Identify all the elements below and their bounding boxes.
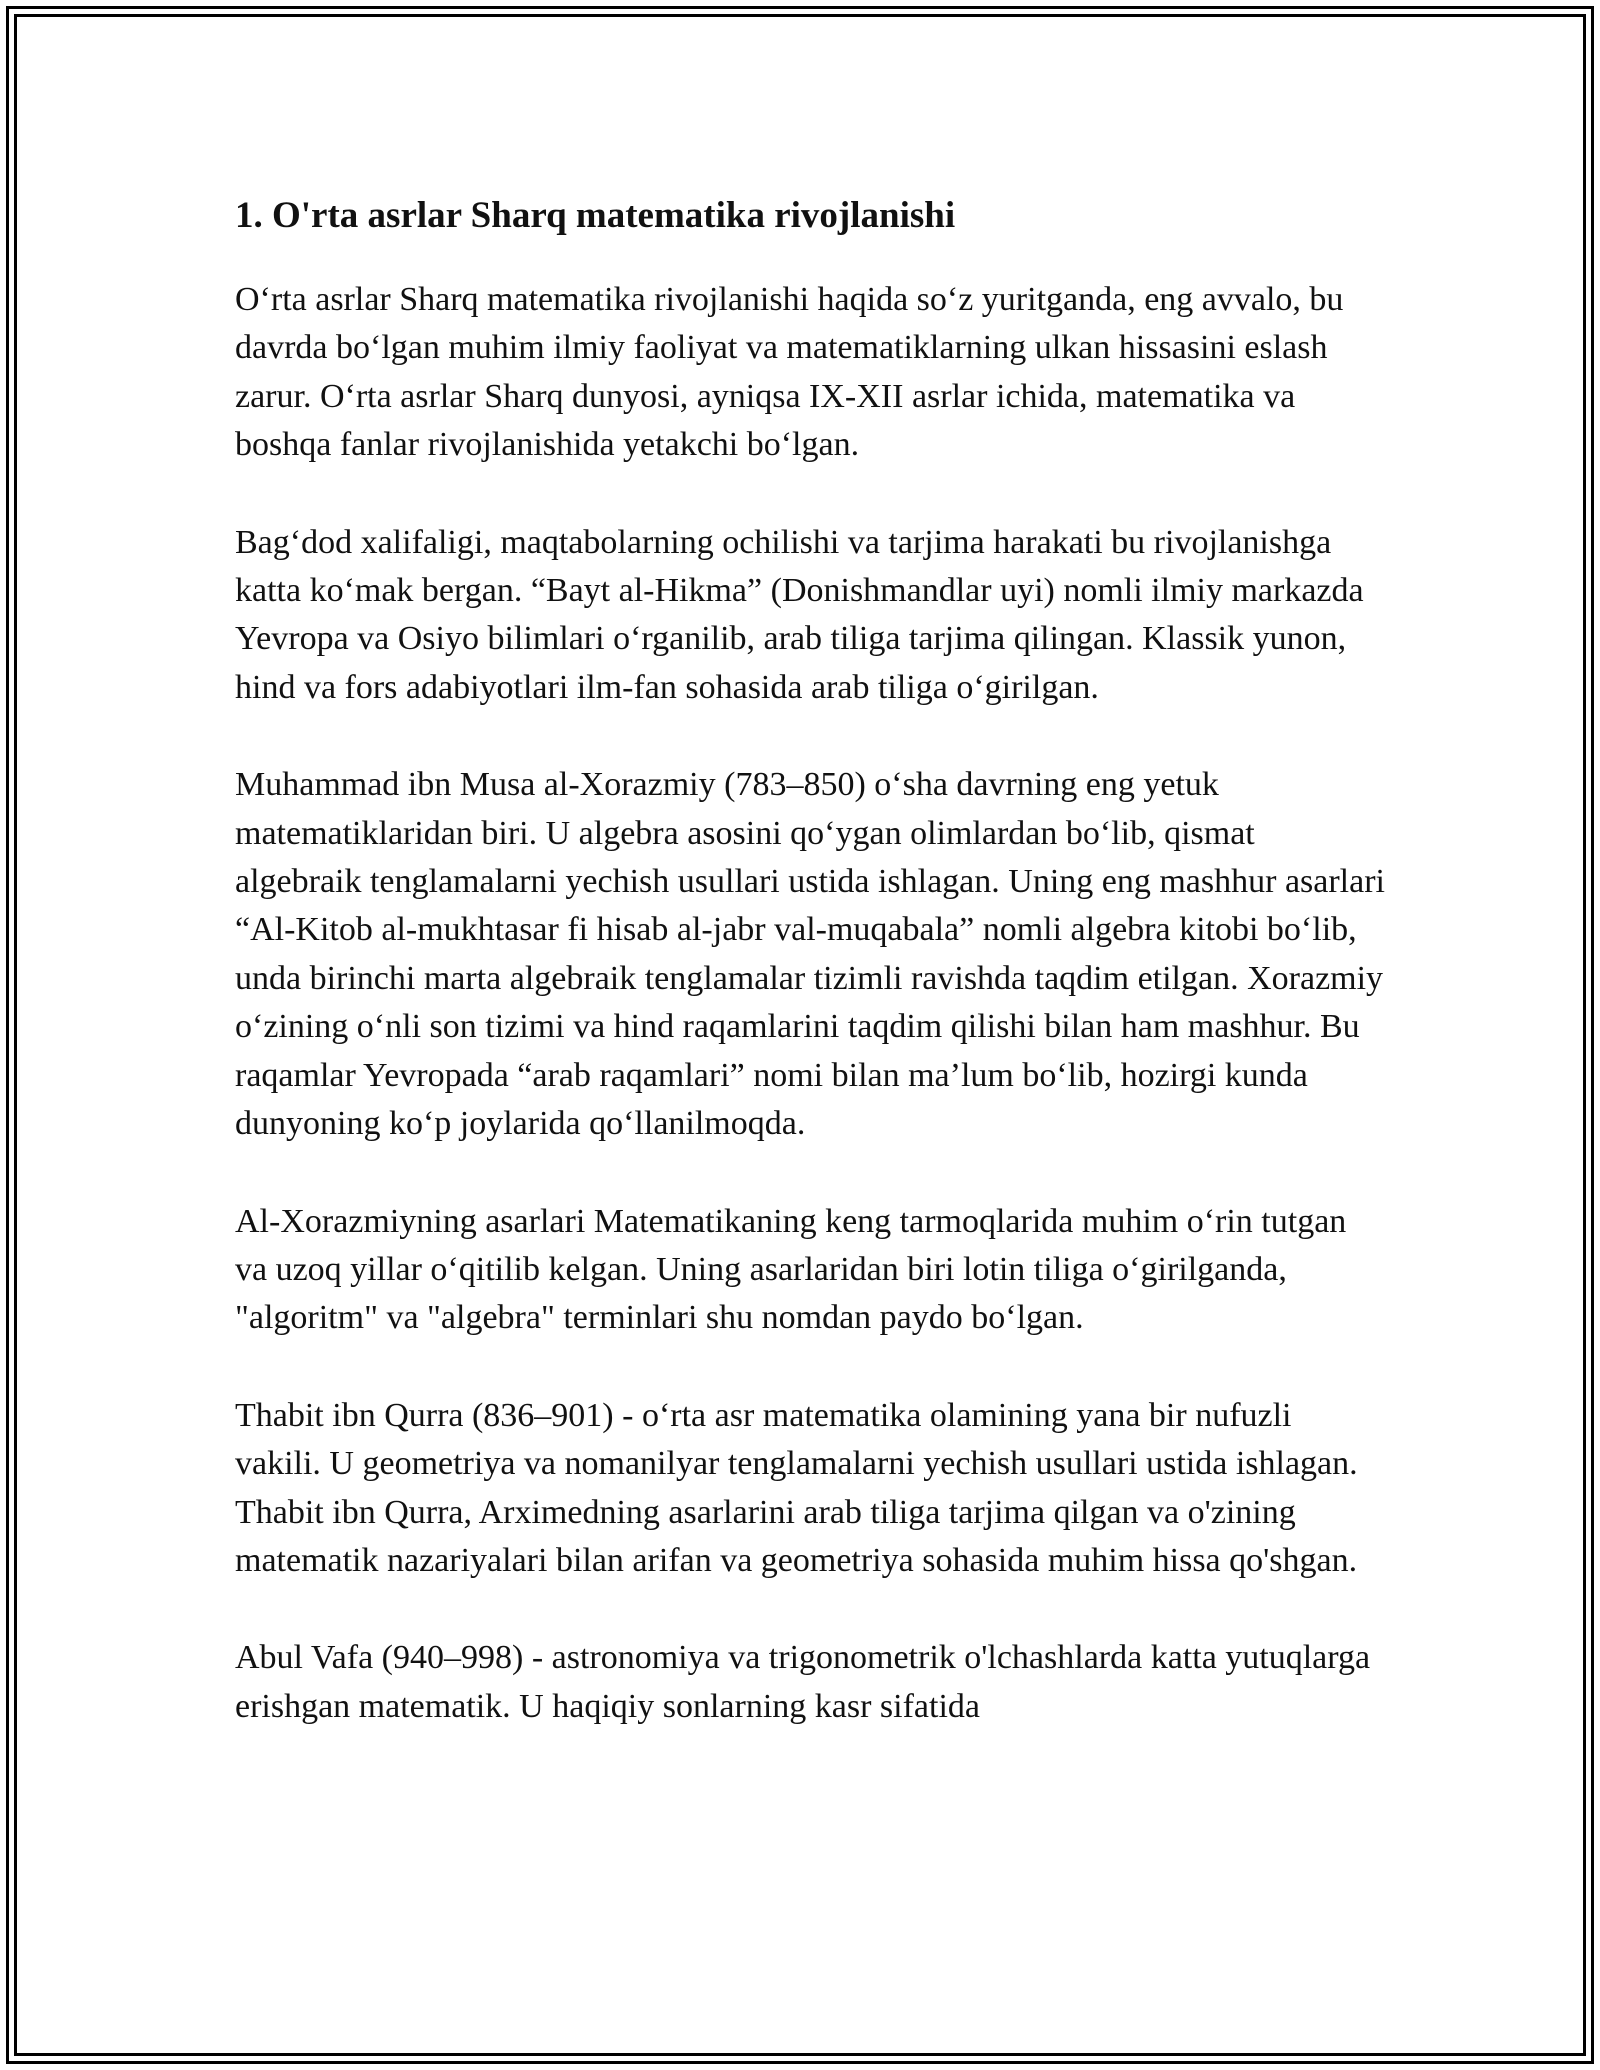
section-heading: 1. O'rta asrlar Sharq matematika rivojlanishi xyxy=(235,195,956,236)
paragraph-baghdad: Bag‘dod xalifaligi, maqtabolarning ochilishi va tarjima harakati bu rivojlanishga katta ko‘mak bergan. “Bayt al-Hikma” (Donishmandlar uyi) nomli ilmiy markazda Yevropa va Osiyo bilimlari o‘rganilib, arab tiliga tarjima qilingan. Klassik yunon, hind va fors adabiyotlari ilm-fan sohasida arab tiliga o‘girilgan. xyxy=(235,523,1364,706)
paragraph-al-khwarizmi-legacy: Al-Xorazmiyning asarlari Matematikaning keng tarmoqlarida muhim o‘rin tutgan va uzoq yillar o‘qitilib kelgan. Uning asarlaridan biri lotin tiliga o‘girilganda, "algoritm" va "algebra" terminlari shu nomdan paydo bo‘lgan. xyxy=(235,1202,1347,1337)
paragraph-thabit-ibn-qurra: Thabit ibn Qurra (836–901) - o‘rta asr matematika olamining yana bir nufuzli vakili. U geometriya va nomanilyar tenglamalarni yechish usullari ustida ishlagan. Thabit ibn Qurra, Arximedning asarlarini arab tiliga tarjima qilgan va o'zining matematik nazariyalari bilan arifan va geometriya sohasida muhim hissa qo'shgan. xyxy=(235,1396,1358,1579)
document-body xyxy=(235,186,1385,1780)
paragraph-intro: O‘rta asrlar Sharq matematika rivojlanishi haqida so‘z yuritganda, eng avvalo, bu davrda bo‘lgan muhim ilmiy faoliyat va matematiklarning ulkan hissasini eslash zarur. O‘rta asrlar Sharq dunyosi, ayniqsa IX-XII asrlar ichida, matematika va boshqa fanlar rivojlanishida yetakchi bo‘lgan. xyxy=(235,281,1344,464)
paragraph-al-khwarizmi: Muhammad ibn Musa al-Xorazmiy (783–850) o‘sha davrning eng yetuk matematiklaridan biri. U algebra asosini qo‘ygan olimlardan bo‘lib, qismat algebraik tenglamalarni yechish usullari ustida ishlagan. Uning eng mashhur asarlari “Al-Kitob al-mukhtasar fi hisab al-jabr val-muqabala” nomli algebra kitobi bo‘lib, unda birinchi marta algebraik tenglamalar tizimli ravishda taqdim etilgan. Xorazmiy o‘zining o‘nli son tizimi va hind raqamlarini taqdim qilishi bilan ham mashhur. Bu raqamlar Yevropada “arab raqamlari” nomi bilan ma’lum bo‘lib, hozirgi kunda dunyoning ko‘p joylarida qo‘llanilmoqda. xyxy=(235,766,1385,1143)
paragraph-abul-vafa: Abul Vafa (940–998) - astronomiya va trigonometrik o'lchashlarda katta yutuqlarga erishgan matematik. U haqiqiy sonlarning kasr sifatida xyxy=(235,1639,1371,1725)
